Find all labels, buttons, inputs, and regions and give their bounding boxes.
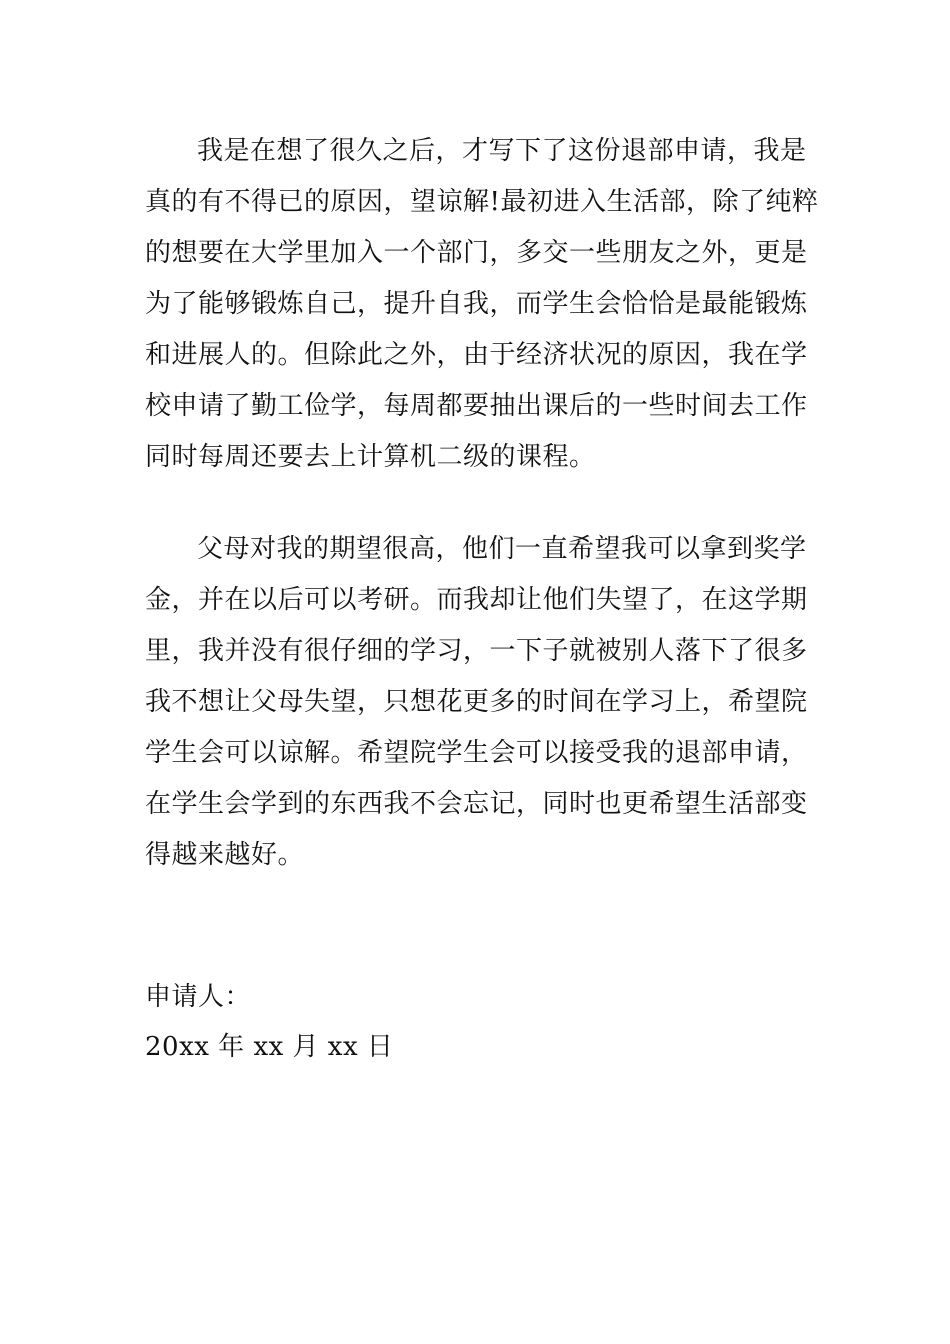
paragraph-line: 和进展人的。但除此之外，由于经济状况的原因，我在学	[145, 340, 808, 370]
signature-date: 20xx 年 xx 月 xx 日	[145, 1032, 394, 1062]
paragraph-line: 我是在想了很久之后，才写下了这份退部申请，我是	[197, 136, 807, 166]
paragraph-line: 金，并在以后可以考研。而我却让他们失望了，在这学期	[145, 585, 808, 615]
paragraph-line: 学生会可以谅解。希望院学生会可以接受我的退部申请，	[145, 738, 808, 768]
paragraph-line: 我不想让父母失望，只想花更多的时间在学习上，希望院	[145, 687, 808, 717]
paragraph-line: 父母对我的期望很高，他们一直希望我可以拿到奖学	[197, 534, 807, 564]
paragraph-line: 真的有不得已的原因，望谅解!最初进入生活部，除了纯粹	[145, 187, 819, 217]
paragraph-line: 同时每周还要去上计算机二级的课程。	[145, 442, 596, 472]
paragraph-line: 在学生会学到的东西我不会忘记，同时也更希望生活部变	[145, 789, 808, 819]
paragraph-line: 里，我并没有很仔细的学习，一下子就被别人落下了很多	[145, 636, 808, 666]
paragraph-1	[145, 126, 819, 483]
paragraph-2	[145, 524, 808, 881]
paragraph-line: 的想要在大学里加入一个部门，多交一些朋友之外，更是	[145, 238, 808, 268]
paragraph-line: 校申请了勤工俭学，每周都要抽出课后的一些时间去工作	[145, 391, 808, 421]
applicant-label: 申请人：	[145, 982, 252, 1012]
paragraph-line: 为了能够锻炼自己，提升自我，而学生会恰恰是最能锻炼	[145, 289, 808, 319]
paragraph-line: 得越来越好。	[145, 840, 305, 870]
